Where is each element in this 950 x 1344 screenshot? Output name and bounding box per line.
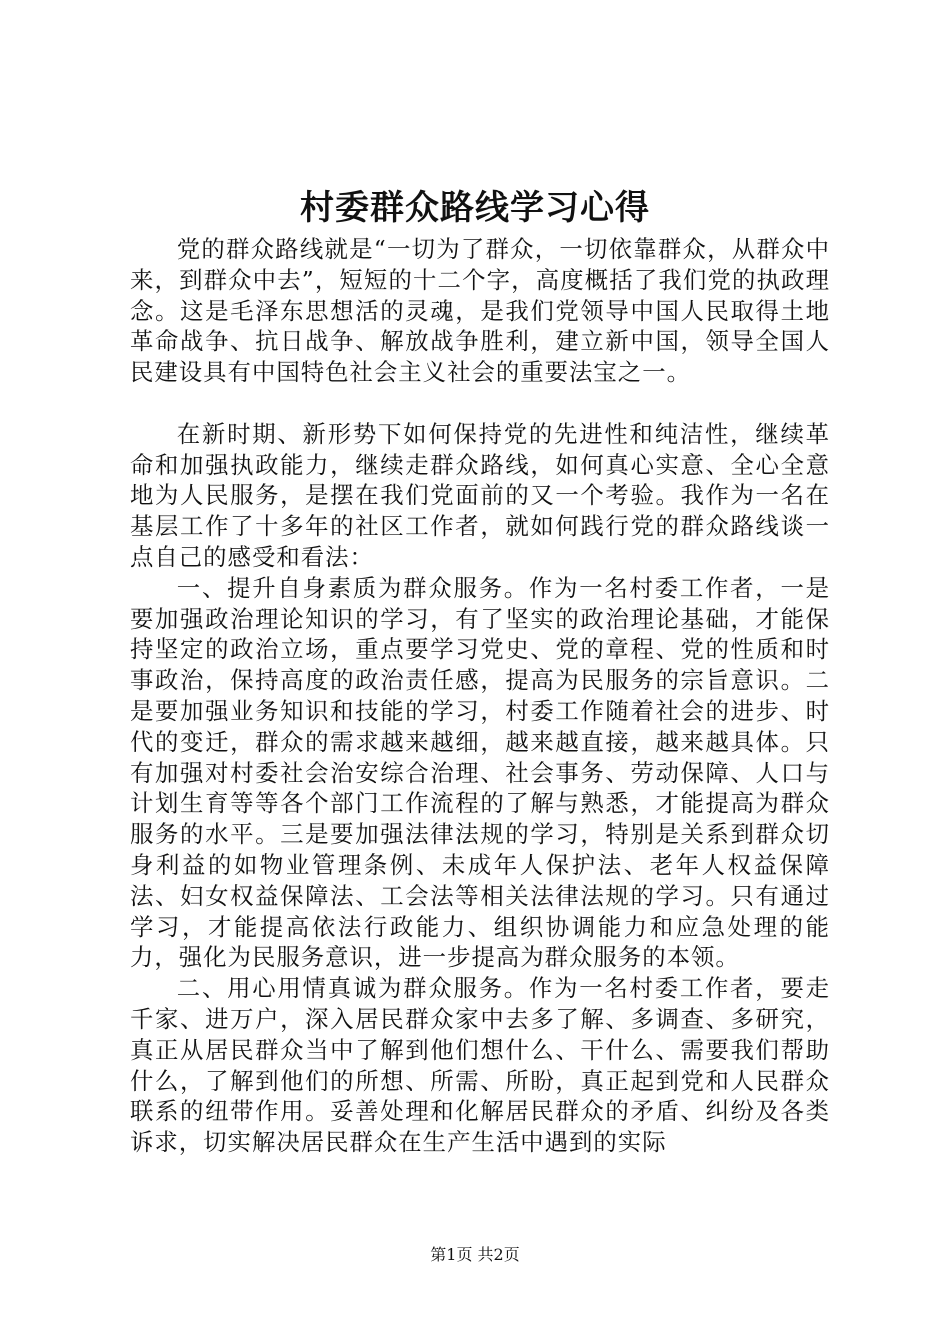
paragraph-point-two: 二、用心用情真诚为群众服务。作为一名村委工作者，要走千家、进万户，深入居民群众家中去多了解、多调查、多研究，真正从居民群众当中了解到他们想什么、干什么、需要我们帮助什么，了解到他们的所想、所需、所盼，真正起到党和人民群众联系的纽带作用。妥善处理和化解居民群众的矛盾、纠纷及各类诉求，切实解决居民群众在生产生活中遇到的实际 — [130, 974, 830, 1157]
paragraph-point-one: 一、提升自身素质为群众服务。作为一名村委工作者，一是要加强政治理论知识的学习，有了坚实的政治理论基础，才能保持坚定的政治立场，重点要学习党史、党的章程、党的性质和时事政治，保持高度的政治责任感，提高为民服务的宗旨意识。二是要加强业务知识和技能的学习，村委工作随着社会的进步、时代的变迁，群众的需求越来越细，越来越直接，越来越具体。只有加强对村委社会治安综合治理、社会事务、劳动保障、人口与计划生育等等各个部门工作流程的了解与熟悉，才能提高为群众服务的水平。三是要加强法律法规的学习，特别是关系到群众切身利益的如物业管理条例、未成年人保护法、老年人权益保障法、妇女权益保障法、工会法等相关法律法规的学习。只有通过学习，才能提高依法行政能力、组织协调能力和应急处理的能力，强化为民服务意识，进一步提高为群众服务的本领。 — [130, 573, 830, 972]
page-footer: 第1页 共2页 — [430, 1245, 520, 1264]
document-body — [130, 234, 830, 1158]
paragraph-intro: 党的群众路线就是“一切为了群众，一切依靠群众，从群众中来，到群众中去”，短短的十二个字，高度概括了我们党的执政理念。这是毛泽东思想活的灵魂，是我们党领导中国人民取得土地革命战争、抗日战争、解放战争胜利，建立新中国，领导全国人民建设具有中国特色社会主义社会的重要法宝之一。 — [130, 235, 830, 387]
document-title: 村委群众路线学习心得 — [300, 188, 650, 228]
paragraph-context: 在新时期、新形势下如何保持党的先进性和纯洁性，继续革命和加强执政能力，继续走群众路线，如何真心实意、全心全意地为人民服务，是摆在我们党面前的又一个考验。我作为一名在基层工作了十多年的社区工作者，就如何践行党的群众路线谈一点自己的感受和看法： — [130, 419, 830, 571]
